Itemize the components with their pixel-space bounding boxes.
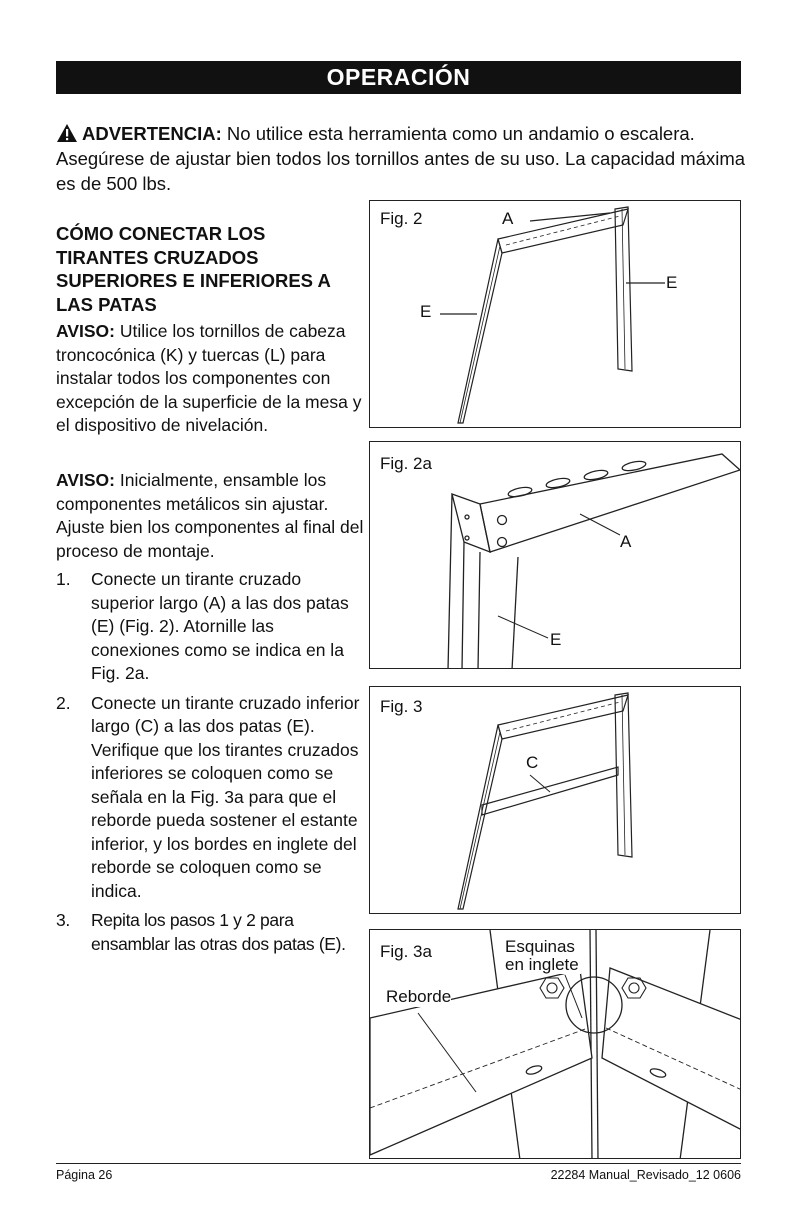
callout-c: C <box>526 753 539 772</box>
section-banner: OPERACIÓN <box>56 61 741 94</box>
list-item <box>56 692 366 904</box>
figure-label: Fig. 2 <box>380 209 423 228</box>
footer-divider <box>56 1163 741 1164</box>
list-item <box>56 909 366 956</box>
figure-label: Fig. 3 <box>380 697 423 716</box>
notice-2 <box>56 469 366 563</box>
callout-e-right: E <box>666 273 678 292</box>
figure-3 <box>369 686 741 914</box>
warning-label: ADVERTENCIA: <box>82 123 222 144</box>
step-number: 2. <box>56 692 71 713</box>
callout-a: A <box>620 532 632 551</box>
figure-3-illustration <box>370 687 741 914</box>
notice-1 <box>56 320 366 438</box>
notice-2-label: AVISO: <box>56 470 115 490</box>
warning-block <box>56 121 746 196</box>
section-heading: CÓMO CONECTAR LOS TIRANTES CRUZADOS SUPERIORES E INFERIORES A LAS PATAS <box>56 223 331 315</box>
callout-mitered-corners <box>503 938 581 974</box>
list-item <box>56 568 366 686</box>
step-text: Conecte un tirante cruzado superior largo (A) a las dos patas (E) (Fig. 2). Atornille las conexiones como se indica en la Fig. 2a. <box>91 569 349 683</box>
step-text: Conecte un tirante cruzado inferior largo (C) a las dos patas (E). Verifique que los tirantes cruzados inferiores se coloquen como se señala en la Fig. 3a para que el reborde pueda sostener el estante inferior, y los bordes en inglete del reborde se coloquen como se indica. <box>91 692 360 901</box>
callout-e: E <box>550 630 562 649</box>
figure-2a <box>369 441 741 669</box>
notice-1-text: Utilice los tornillos de cabeza troncocónica (K) y tuercas (L) para instalar todos los componentes con excepción de la superficie de la mesa y el dispositivo de nivelación. <box>56 321 362 435</box>
callout-a: A <box>502 209 514 228</box>
warning-text: No utilice esta herramienta como un andamio o escalera. Asegúrese de ajustar bien todos los tornillos antes de su uso. La capacidad máxima es de 500 lbs. <box>56 123 746 194</box>
figure-label: Fig. 2a <box>380 454 432 473</box>
step-text: Repita los pasos 1 y 2 para ensamblar las otras dos patas (E). <box>91 910 346 954</box>
figure-3a <box>369 929 741 1159</box>
notice-1-label: AVISO: <box>56 321 115 341</box>
figure-label: Fig. 3a <box>380 942 432 961</box>
notice-2-text: Inicialmente, ensamble los componentes metálicos sin ajustar. Ajuste bien los componentes al final del proceso de montaje. <box>56 470 364 561</box>
callout-line: Esquinas <box>505 937 575 956</box>
steps-list <box>56 568 366 962</box>
step-number: 3. <box>56 910 70 930</box>
warning-triangle-icon <box>56 123 78 143</box>
document-id: 22284 Manual_Revisado_12 0606 <box>550 1168 741 1182</box>
callout-e-left: E <box>420 302 432 321</box>
figure-2 <box>369 200 741 428</box>
step-number: 1. <box>56 569 71 589</box>
callout-flange: Reborde <box>386 987 452 1006</box>
callout-line: en inglete <box>505 955 579 974</box>
page-number: Página 26 <box>56 1168 113 1182</box>
